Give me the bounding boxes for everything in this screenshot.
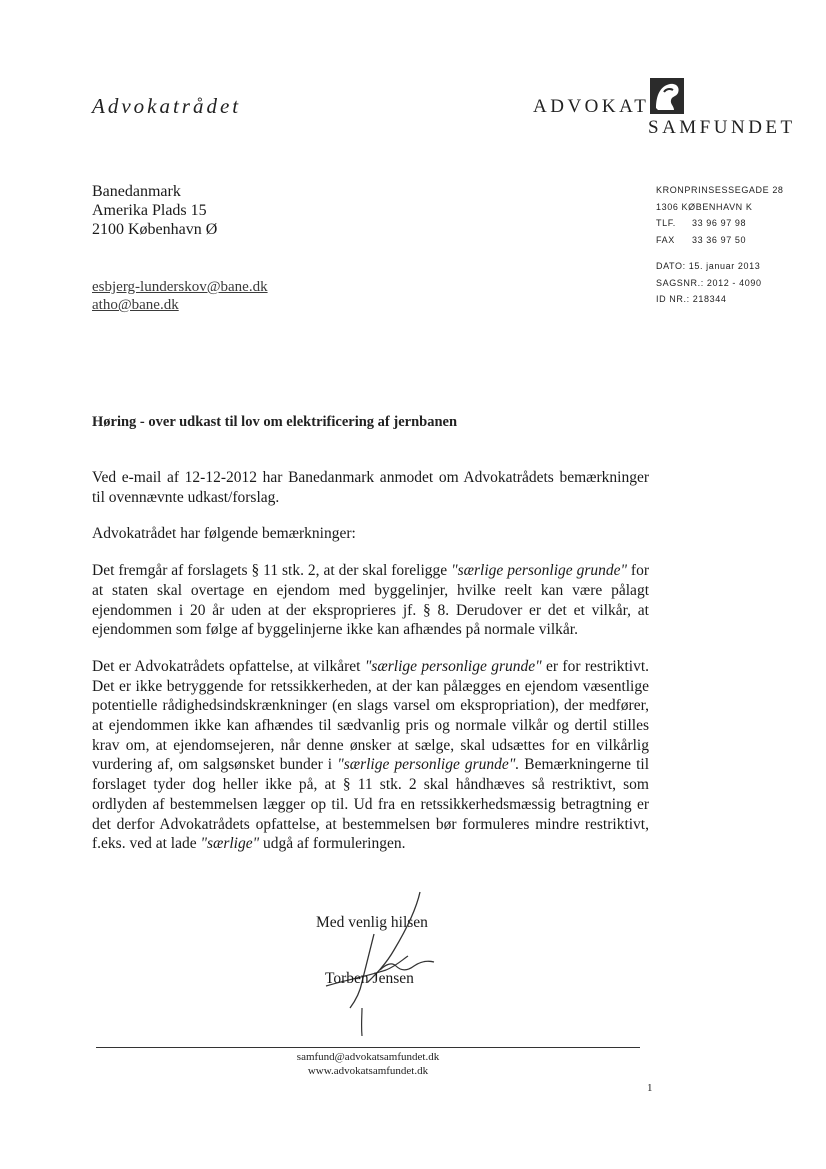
fax-label: FAX: [656, 234, 675, 245]
footer-divider: [96, 1047, 640, 1048]
fax-value: 33 36 97 50: [692, 234, 747, 245]
handwritten-signature-icon: [316, 890, 446, 1040]
p4-text-a: Det er Advokatrådets opfattelse, at vilkåret: [92, 657, 365, 675]
page-number: 1: [647, 1082, 653, 1094]
email-link-atho[interactable]: atho@bane.dk: [92, 297, 179, 313]
paragraph-1: Ved e-mail af 12-12-2012 har Banedanmark anmodet om Advokatrådets bemærkninger til ovennævnte udkast/forslag.: [92, 469, 649, 506]
letter-subject: Høring - over udkast til lov om elektrificering af jernbanen: [92, 414, 458, 430]
phone-value: 33 96 97 98: [692, 218, 747, 228]
header-title: Advokatrådet: [92, 94, 242, 118]
letter-body: [92, 468, 649, 871]
phone-label: TLF.: [656, 218, 676, 228]
p4-text-b: er for restriktivt. Det er ikke betryggende for retssikkerheden, at der kan pålægges en ejendom væsentlige potentielle rådighedsindskrænkninger (en slags varsel om ekspropriation), der medfører, at ejendommen ikke kan afhændes til sædvanlig pris og normale vilkår og dertil stilles krav om, at ejendomsejeren, når denne ønsker at sælge, skal udsættes for en vilkårlig vurdering af, om salgsønsket bunder i: [92, 657, 650, 774]
recipient-address-line2: 2100 København Ø: [92, 221, 218, 238]
case-number: SAGSNR.: 2012 - 4090: [656, 277, 762, 288]
footer-website[interactable]: www.advokatsamfundet.dk: [307, 1065, 429, 1077]
logo-text-samfundet: SAMFUNDET: [648, 117, 796, 138]
logo-text-advokat: ADVOKAT: [533, 96, 650, 117]
recipient-address: [92, 182, 217, 239]
recipient-address-line1: Amerika Plads 15: [92, 202, 207, 219]
p4-text-c: Bemærkningerne til forslaget tyder dog heller ikke på, at § 11 stk. 2 skal håndhæves så restriktivt, som ordlyden af bestemmelsen lægger op til. Ud fra en retssikkerhedsmæssig betragtning er det derfor Advokatrådets opfattelse, at bestemmelsen bør formuleres mindre restriktivt, f.eks. ved at lade: [92, 756, 649, 853]
p4-text-d: udgå af formuleringen.: [259, 835, 406, 853]
p4-quote-3: "særlige": [200, 835, 260, 853]
recipient-name: Banedanmark: [92, 183, 181, 200]
letter-date: DATO: 15. januar 2013: [656, 261, 761, 271]
paragraph-2: Advokatrådet har følgende bemærkninger:: [92, 525, 356, 543]
p3-text-b: for at staten skal overtage en ejendom med byggelinjer, hvilke reelt kan være pålagt ejendommen i 20 år uden at der eksproprieres jf. § 8. Derudover er det et vilkår, at ejendommen som følge af byggelinjerne ikke kan afhændes på normale vilkår.: [92, 562, 650, 639]
sender-phone: [656, 215, 784, 232]
sender-city: 1306 KØBENHAVN K: [656, 201, 753, 212]
signer-name: Torben Jensen: [325, 970, 414, 987]
p4-quote-2: "særlige personlige grunde".: [337, 756, 520, 774]
email-link-esbjerg[interactable]: esbjerg-lunderskov@bane.dk: [92, 279, 268, 295]
sender-street: KRONPRINSESSEGADE 28: [656, 185, 784, 195]
sender-fax: [656, 232, 784, 249]
advokatsamfundet-logo-icon: [650, 78, 684, 114]
p4-quote-1: "særlige personlige grunde": [364, 657, 542, 675]
footer: [96, 1050, 640, 1078]
p3-quote: "særlige personlige grunde": [451, 562, 627, 580]
sender-info: [656, 182, 784, 308]
paragraph-4: [92, 657, 649, 854]
recipient-emails: [92, 278, 268, 314]
p3-text-a: Det fremgår af forslagets § 11 stk. 2, at der skal foreligge: [92, 562, 452, 580]
closing-greeting: Med venlig hilsen: [316, 914, 428, 931]
id-number: ID NR.: 218344: [656, 294, 727, 304]
paragraph-3: [92, 561, 649, 640]
footer-email[interactable]: samfund@advokatsamfundet.dk: [296, 1051, 440, 1063]
